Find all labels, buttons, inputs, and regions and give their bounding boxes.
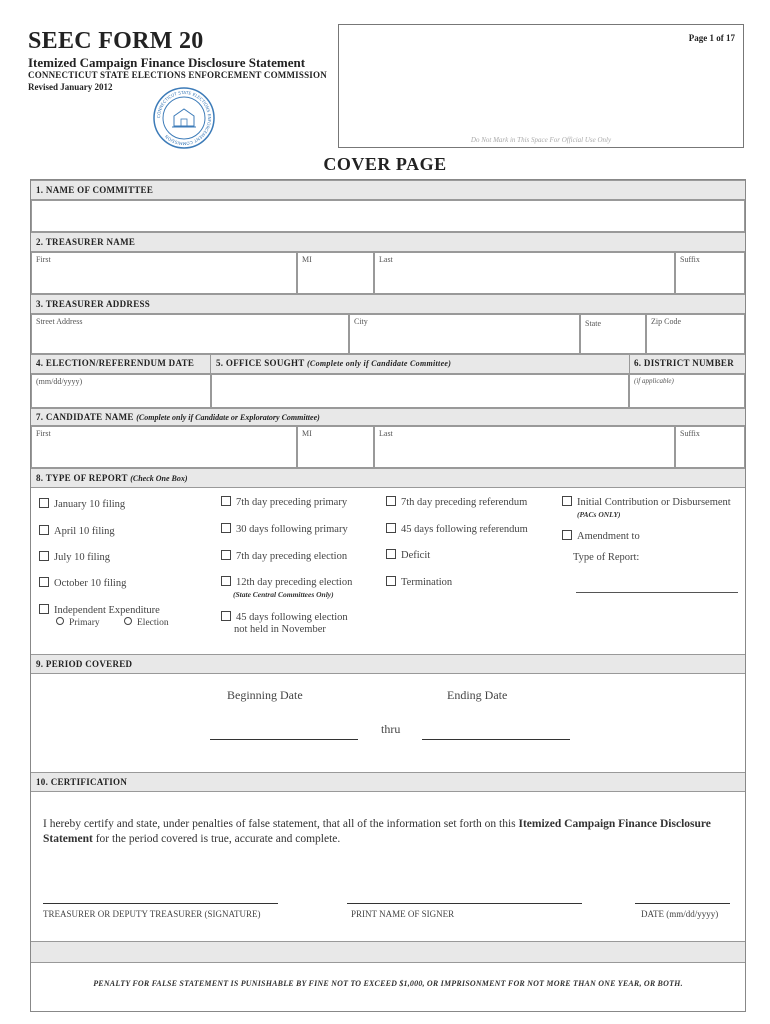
checkbox-7th-day-election[interactable]: 7th day preceding election	[221, 550, 347, 562]
checkbox-icon[interactable]	[221, 611, 231, 621]
election-date-field[interactable]: (mm/dd/yyyy)	[31, 374, 211, 408]
street-address-field[interactable]: Street Address	[31, 314, 349, 354]
print-name-line[interactable]	[347, 903, 582, 904]
checkbox-icon[interactable]	[39, 498, 49, 508]
type-of-report-line[interactable]	[576, 592, 738, 593]
checkbox-45-days-referendum[interactable]: 45 days following referendum	[386, 523, 528, 535]
checkbox-termination[interactable]: Termination	[386, 576, 452, 588]
beginning-date-label: Beginning Date	[227, 688, 303, 702]
district-number-label: 6. DISTRICT NUMBER	[634, 358, 735, 368]
checkbox-october-10[interactable]: October 10 filing	[39, 577, 126, 589]
section-name-of-committee: 1. NAME OF COMMITTEE	[31, 180, 745, 200]
radio-icon[interactable]	[56, 617, 64, 625]
agency-name: CONNECTICUT STATE ELECTIONS ENFORCEMENT COMMISSION	[28, 70, 327, 80]
checkbox-7th-day-referendum[interactable]: 7th day preceding referendum	[386, 496, 527, 508]
state-central-note: (State Central Committees Only)	[233, 590, 334, 599]
date-line[interactable]	[635, 903, 730, 904]
checkbox-icon[interactable]	[386, 496, 396, 506]
form-subtitle: Itemized Campaign Finance Disclosure Statement	[28, 55, 306, 70]
radio-primary[interactable]: Primary	[56, 617, 100, 628]
checkbox-icon[interactable]	[221, 576, 231, 586]
official-use-box	[338, 24, 744, 148]
signature-line[interactable]	[43, 903, 278, 904]
beginning-date-line[interactable]	[210, 739, 358, 740]
checkbox-icon[interactable]	[39, 604, 49, 614]
treasurer-last-field[interactable]: Last	[374, 252, 675, 294]
checkbox-30-days-primary[interactable]: 30 days following primary	[221, 523, 348, 535]
election-date-label: 4. ELECTION/REFERENDUM DATE	[36, 358, 195, 368]
footer-gray-band	[31, 941, 745, 963]
section-treasurer-name: 2. TREASURER NAME	[31, 232, 745, 252]
pacs-only-note: (PACs ONLY)	[577, 510, 621, 519]
checkbox-7th-day-primary[interactable]: 7th day preceding primary	[221, 496, 347, 508]
checkbox-12th-day-election[interactable]: 12th day preceding election	[221, 576, 352, 588]
district-number-field[interactable]: (if applicable)	[629, 374, 745, 408]
checkbox-deficit[interactable]: Deficit	[386, 549, 430, 561]
checkbox-january-10[interactable]: January 10 filing	[39, 498, 125, 510]
type-of-report-note: (Check One Box)	[130, 474, 188, 483]
office-sought-note: (Complete only if Candidate Committee)	[306, 359, 452, 368]
page-number: Page 1 of 17	[688, 33, 735, 43]
official-use-note: Do Not Mark in This Space For Official Use Only	[470, 136, 612, 144]
ending-date-line[interactable]	[422, 739, 570, 740]
checkbox-icon[interactable]	[386, 576, 396, 586]
checkbox-icon[interactable]	[39, 577, 49, 587]
section-period-covered: 9. PERIOD COVERED	[31, 654, 745, 674]
ending-date-label: Ending Date	[447, 688, 508, 702]
zip-code-field[interactable]: Zip Code	[646, 314, 745, 354]
candidate-name-note: (Complete only if Candidate or Exploratory Committee)	[136, 413, 320, 422]
signature-label: TREASURER OR DEPUTY TREASURER (SIGNATURE)	[43, 909, 261, 919]
checkbox-icon[interactable]	[221, 496, 231, 506]
section-certification: 10. CERTIFICATION	[31, 772, 745, 792]
45-days-line2: not held in November	[234, 624, 326, 635]
penalty-statement: PENALTY FOR FALSE STATEMENT IS PUNISHABLE BY FINE NOT TO EXCEED $1,000, OR IMPRISONMENT FOR NOT MORE THAN ONE YEAR, OR BOTH.	[93, 979, 683, 988]
checkbox-icon[interactable]	[562, 496, 572, 506]
checkbox-july-10[interactable]: July 10 filing	[39, 551, 110, 563]
city-field[interactable]: City	[349, 314, 580, 354]
treasurer-suffix-field[interactable]: Suffix	[675, 252, 745, 294]
section-treasurer-address: 3. TREASURER ADDRESS	[31, 294, 745, 314]
section-candidate-name: 7. CANDIDATE NAME (Complete only if Candidate or Exploratory Committee)	[31, 408, 745, 426]
checkbox-icon[interactable]	[386, 549, 396, 559]
statement-name: Itemized Campaign Finance Disclosure Statement	[43, 818, 711, 845]
checkbox-amendment[interactable]: Amendment to	[562, 530, 640, 542]
candidate-first-field[interactable]: First	[31, 426, 297, 468]
checkbox-independent-expenditure[interactable]: Independent Expenditure	[39, 604, 160, 616]
print-name-label: PRINT NAME OF SIGNER	[351, 909, 455, 919]
candidate-mi-field[interactable]: MI	[297, 426, 374, 468]
cover-form	[30, 179, 746, 1012]
checkbox-icon[interactable]	[221, 550, 231, 560]
certification-text: I hereby certify and state, under penalties of false statement, that all of the information set forth on this Itemized Campaign Finance Disclosure Statement for the period covered is true, accurate and complete.	[43, 818, 711, 845]
treasurer-first-field[interactable]: First	[31, 252, 297, 294]
office-sought-field[interactable]	[211, 374, 629, 408]
checkbox-icon[interactable]	[386, 523, 396, 533]
checkbox-icon[interactable]	[562, 530, 572, 540]
checkbox-icon[interactable]	[39, 551, 49, 561]
checkbox-initial-contribution[interactable]: Initial Contribution or Disbursement	[562, 496, 731, 508]
section-type-of-report: 8. TYPE OF REPORT (Check One Box)	[31, 468, 745, 488]
radio-election[interactable]: Election	[124, 617, 169, 628]
revision-date: Revised January 2012	[28, 82, 113, 92]
svg-text:CONNECTICUT STATE ELECTIONS EN: CONNECTICUT STATE ELECTIONS ENFORCEMENT COMMISSION	[155, 89, 213, 147]
radio-icon[interactable]	[124, 617, 132, 625]
type-of-report-label: Type of Report:	[573, 552, 640, 563]
form-title: SEEC FORM 20	[28, 28, 204, 54]
divider	[210, 354, 211, 374]
office-sought-label: 5. OFFICE SOUGHT (Complete only if Candidate Committee)	[216, 358, 452, 368]
checkbox-april-10[interactable]: April 10 filing	[39, 525, 115, 537]
checkbox-icon[interactable]	[39, 525, 49, 535]
thru-label: thru	[381, 722, 401, 736]
checkbox-45-days-election[interactable]: 45 days following election	[221, 611, 348, 623]
state-seal-icon	[152, 86, 216, 150]
date-label: DATE (mm/dd/yyyy)	[641, 909, 719, 919]
candidate-suffix-field[interactable]: Suffix	[675, 426, 745, 468]
checkbox-icon[interactable]	[221, 523, 231, 533]
candidate-last-field[interactable]: Last	[374, 426, 675, 468]
state-field[interactable]: State	[580, 314, 646, 354]
divider	[629, 354, 630, 374]
cover-page-title: COVER PAGE	[323, 154, 447, 174]
treasurer-mi-field[interactable]: MI	[297, 252, 374, 294]
committee-name-field[interactable]	[31, 200, 745, 232]
